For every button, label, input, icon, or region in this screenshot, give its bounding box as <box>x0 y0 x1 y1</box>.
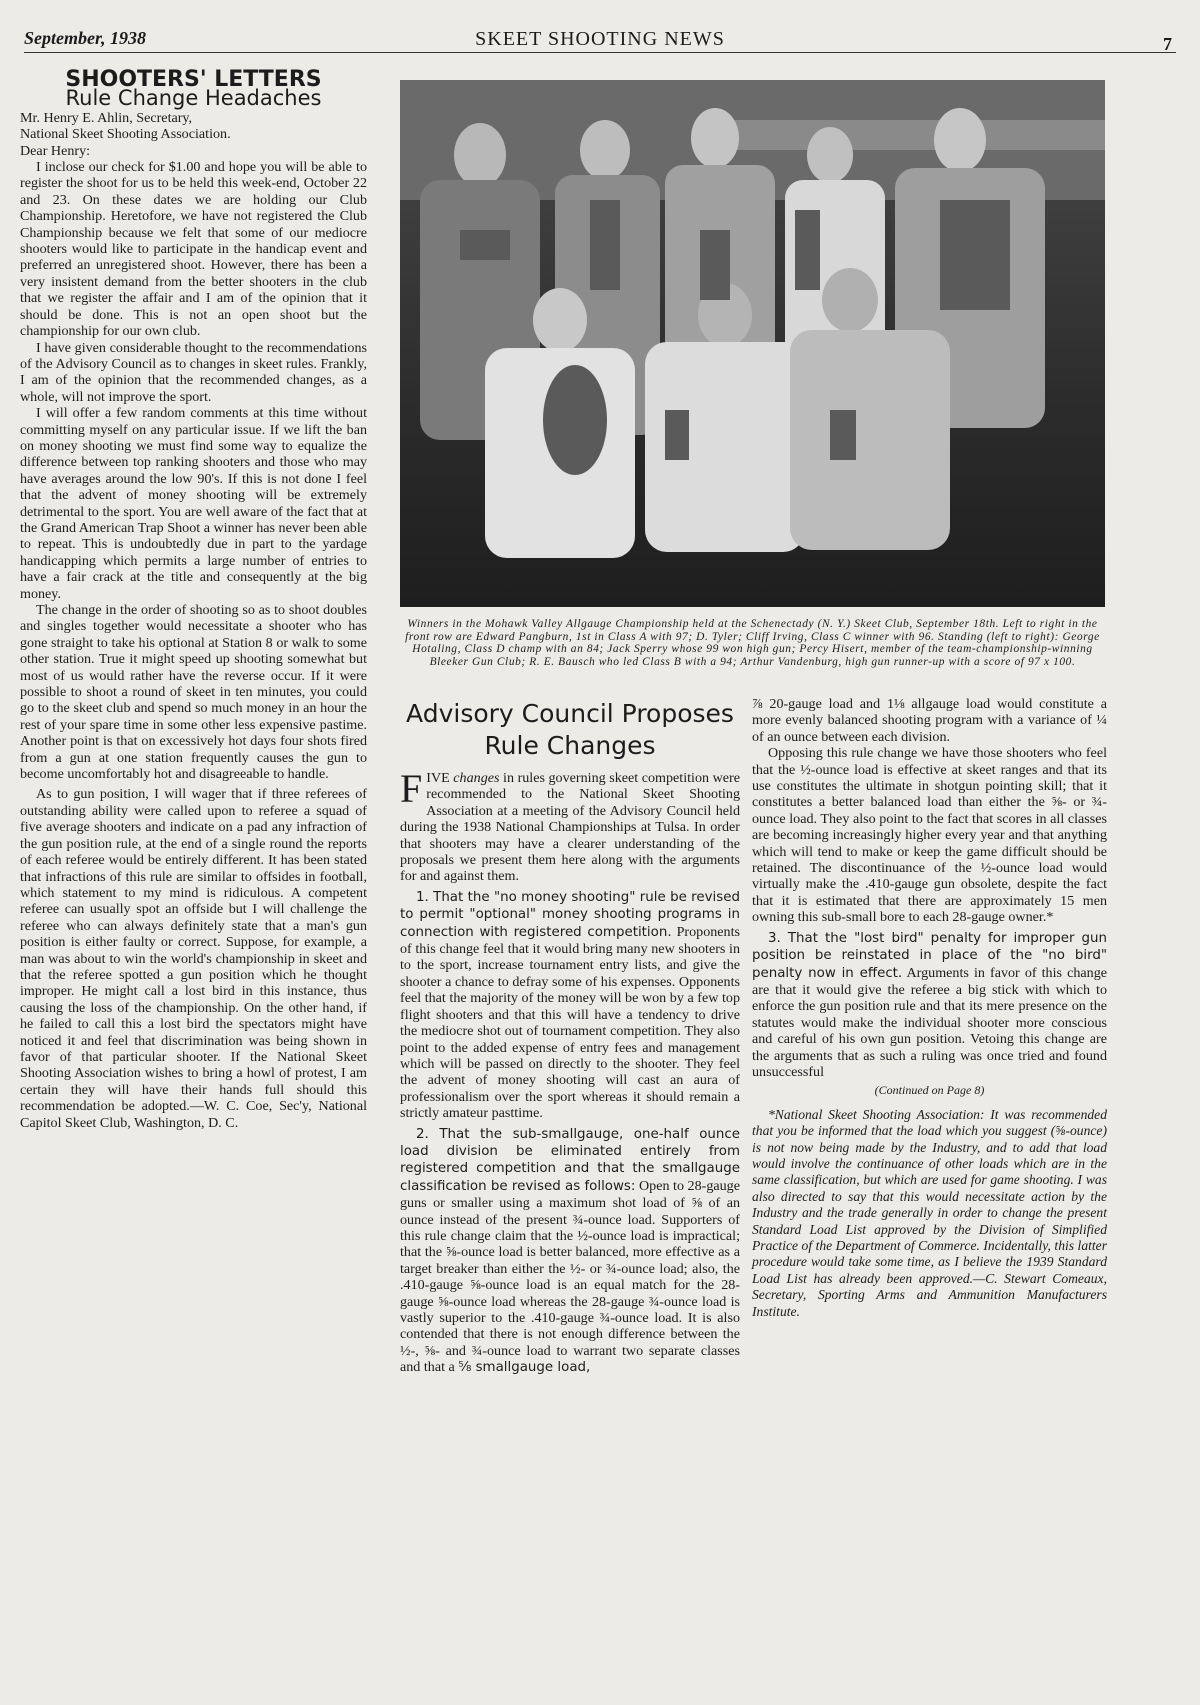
proposal-3-heading: 3. That the "lost bird" penalty for improper gun position be reinstated in place of the "no bird" penalty now in effect. <box>752 930 1107 981</box>
article-column-2 <box>752 696 1107 1320</box>
article-intro <box>400 766 740 885</box>
letter-paragraph: As to gun position, I will wager that if three referees of outstanding ability were called upon to referee a squad of five average shooters and indicate on a pad any infraction of the gun position rule, at the end of a single round the reports of each referee would be entirely different. It has been stated that infractions of this rule are similar to offsides in football, which statement to my mind is ridiculous. A competent referee can usually spot an offside but I will challenge the referee who can always definitely state that a man's gun position is either faulty or correct. Suppose, for example, a man was about to win the world's championship in skeet and that the referee spotted a gun position which he thought improper. He might call a lost bird in this instance, thus causing the loss of the championship. On the other hand, if he failed to call this a lost bird the spectators might have noticed it and feel that discrimination was being shown in favor of that particular shooter. If the National Skeet Shooting Association wishes to bring a howl of protest, I am certain they will have their hands full should this recommendation be adopted.—W. C. Coe, Sec'y, National Capitol Skeet Club, Washington, D. C. <box>20 786 367 1131</box>
winners-photograph <box>400 80 1105 607</box>
issue-date: September, 1938 <box>24 28 146 48</box>
article-paragraph: ⅞ 20-gauge load and 1⅛ allgauge load would constitute a more evenly balanced shooting program with a variance of ¼ of an ounce between each division. <box>752 696 1107 745</box>
letter-salutation: Dear Henry: <box>20 142 91 159</box>
intro-text: in rules governing skeet competition were recommended to the National Skeet Shooting Association at a meeting of the Advisory Council held during the 1938 National Championships at Tulsa. In order that shooters may have a clearer understanding of the proposals we present them here along with the arguments for and against them. <box>400 770 740 885</box>
intro-italic: changes <box>453 770 500 786</box>
proposal-2-tail: ⅝ smallgauge load, <box>458 1360 591 1376</box>
photo-caption: Winners in the Mohawk Valley Allgauge Championship held at the Schenectady (N. Y.) Skeet Club, September 18th. Left to right in the front row are Edward Pangburn, 1st in Class A with 97; D. Tyler; Cliff Irving, Class C winner with 96. Standing (left to right): George Hotaling, Class D champ with an 84; Jack Sperry whose 99 won high gun; Percy Hisert, member of the team-championship-winning Bleeker Gun Club; R. E. Bausch who led Class B with a 94; Arthur Vandenburg, high gun runner-up with a score of 97 x 100. <box>405 618 1100 668</box>
proposal-2-text: Open to 28-gauge guns or smaller using a maximum shot load of ⅝ of an ounce instead of the present ¾-ounce load. Supporters of this rule change claim that the ½-ounce load is impractical; that the ⅝-ounce load is better balanced, more effective as a target breaker than either the ½- or ¾-ounce load; also, the .410-gauge ⅝-ounce load is an equal match for the 28-gauge ⅝-ounce load whereas the 28-gauge ¾-ounce load is vastly superior to the .410-gauge ¾-ounce load. It is also contended that there is not enough difference between the ½-, ⅝- and ¾-ounce load to warrant two separate classes and that a <box>400 1177 740 1376</box>
proposal-3 <box>752 930 1107 1081</box>
intro-smallcaps: IVE <box>426 770 450 786</box>
page-header <box>24 28 1176 52</box>
article-title-line2: Rule Changes <box>484 731 656 760</box>
header-rule <box>24 52 1176 53</box>
letter-paragraph: I inclose our check for $1.00 and hope you will be able to register the shoot for us to be held this week-end, October 22 and 23. On these dates we are holding our Club Championship. Heretofore, we have not registered the Club Championship because we felt that some of our mediocre shooters would like to participate in the handicap event and preferred an unregistered shoot. However, there has been a very insistent demand from the better shooters in the club that we register the affair and I am of the opinion that it should be done. This is not an open shoot but the championship for our own club. <box>20 159 367 340</box>
proposal-1-text: Proponents of this change feel that it would bring many new shooters in to the sport, increase tournament entry lists, and give the shooter a chance to defray some of his expenses. Opponents feel that the majority of the money will be won by a few top flight shooters and that this will have a tendency to drive the mediocre shot out of tournament competition. They also point to the added expense of entry fees and management which will be passed on directly to the shooter. They feel the advent of money shooting will cast an aura of professionalism over the sport whereas it should remain a strictly amateur pasttime. <box>400 923 740 1122</box>
proposal-2 <box>400 1126 740 1377</box>
proposal-1 <box>400 889 740 1122</box>
letters-column <box>20 64 367 1131</box>
photo-figures <box>400 80 1105 607</box>
section-title: SHOOTERS' LETTERS <box>65 67 322 92</box>
proposal-1-heading: 1. That the "no money shooting" rule be revised to permit "optional" money shooting programs in connection with registered competition. <box>400 889 740 940</box>
footnote: *National Skeet Shooting Association: It was recommended that you be informed that the load which you suggest (⅝-ounce) is not now being made by the Industry, and to add that load would involve the continuance of other loads which are in the same classification, but which are used for game shooting. I was also directed to say that this would necessitate action by the Industry and the trade generally in order to change the present Standard Load List approved by the Division of Simplified Practice of the Department of Commerce. Incidentally, this latter procedure would take some time, as I believe the 1939 Standard Load List has already been approved.—C. Stewart Comeaux, Secretary, Sporting Arms and Ammunition Manufacturers Institute. <box>752 1106 1107 1319</box>
proposal-2-heading: 2. That the sub-smallgauge, one-half ounce load division be eliminated entirely from registered competition and that the smallgauge classification be revised as follows: <box>400 1126 740 1194</box>
drop-cap: F <box>400 766 423 811</box>
page-number: 7 <box>1163 34 1172 54</box>
letter-paragraph: The change in the order of shooting so as to shoot doubles and singles together would necessitate a shooter who has gone straight to take his optional at Station 8 or walk to some other station. True it might speed up shooting somewhat but most of us would rather have the reverse occur. If it were possible to shoot a round of skeet in ten minutes, you could go to the skeet club and spend so much money in an hour the rest of your spare time in some other less expensive pastime. Another point is that on excessively hot days four shots fired from a gun at one station frequently causes the gun to become uncomfortably hot and disagreeable to handle. <box>20 602 367 783</box>
article-paragraph: Opposing this rule change we have those shooters who feel that the ½-ounce load is effective at skeet ranges and that its use constitutes the ultimate in shotgun pointing skill; that it constitutes a better balanced load than either the ⅝- or ¾-ounce load. They also point to the fact that scores in all classes are becoming increasingly higher every year and that anything which will tend to make or keep the game difficult should be retained. The discontinuance of the ½-ounce load would virtually make the .410-gauge gun obsolete, despite the fact that it is estimated that there are approximately 15 men owning this sub-small bore to each 28-gauge owner.* <box>752 745 1107 926</box>
letter-address-line: National Skeet Shooting Association. <box>20 126 231 143</box>
article-title <box>400 698 740 762</box>
letter-paragraph: I have given considerable thought to the recommendations of the Advisory Council as to changes in skeet rules. Frankly, I am of the opinion that the recommended changes, as a whole, will not improve the sport. <box>20 339 367 405</box>
article-column-1 <box>400 696 740 1377</box>
letter-address-line: Mr. Henry E. Ahlin, Secretary, <box>20 109 193 126</box>
continued-note: (Continued on Page 8) <box>874 1083 985 1098</box>
letter-paragraph: I will offer a few random comments at this time without committing myself on any particular issue. If we lift the ban on money shooting we must find some way to equalize the difference between top ranking shooters and those who may have averages around the low 90's. If this is not done I feel that the advent of money shooting will be extremely detrimental to the sport. You are well aware of the fact that at the Grand American Trap Shoot a winner has never been able to repeat. This is undoubtedly due in part to the yardage handicapping which permits a large number of entries to have a fair crack at the title and consequently at the big money. <box>20 405 367 602</box>
article-title-line1: Advisory Council Proposes <box>406 699 734 728</box>
proposal-3-text: Arguments in favor of this change are that it would give the referee a big stick with which to enforce the gun position rule and that its mere presence on the statutes would make the individual shooter more conscious and careful of his own gun position. Vetoing this change are the arguments that as such a ruling was once tried and found unsuccessful <box>752 964 1107 1080</box>
publication-title: SKEET SHOOTING NEWS <box>475 28 725 50</box>
letter-title: Rule Change Headaches <box>65 86 322 111</box>
